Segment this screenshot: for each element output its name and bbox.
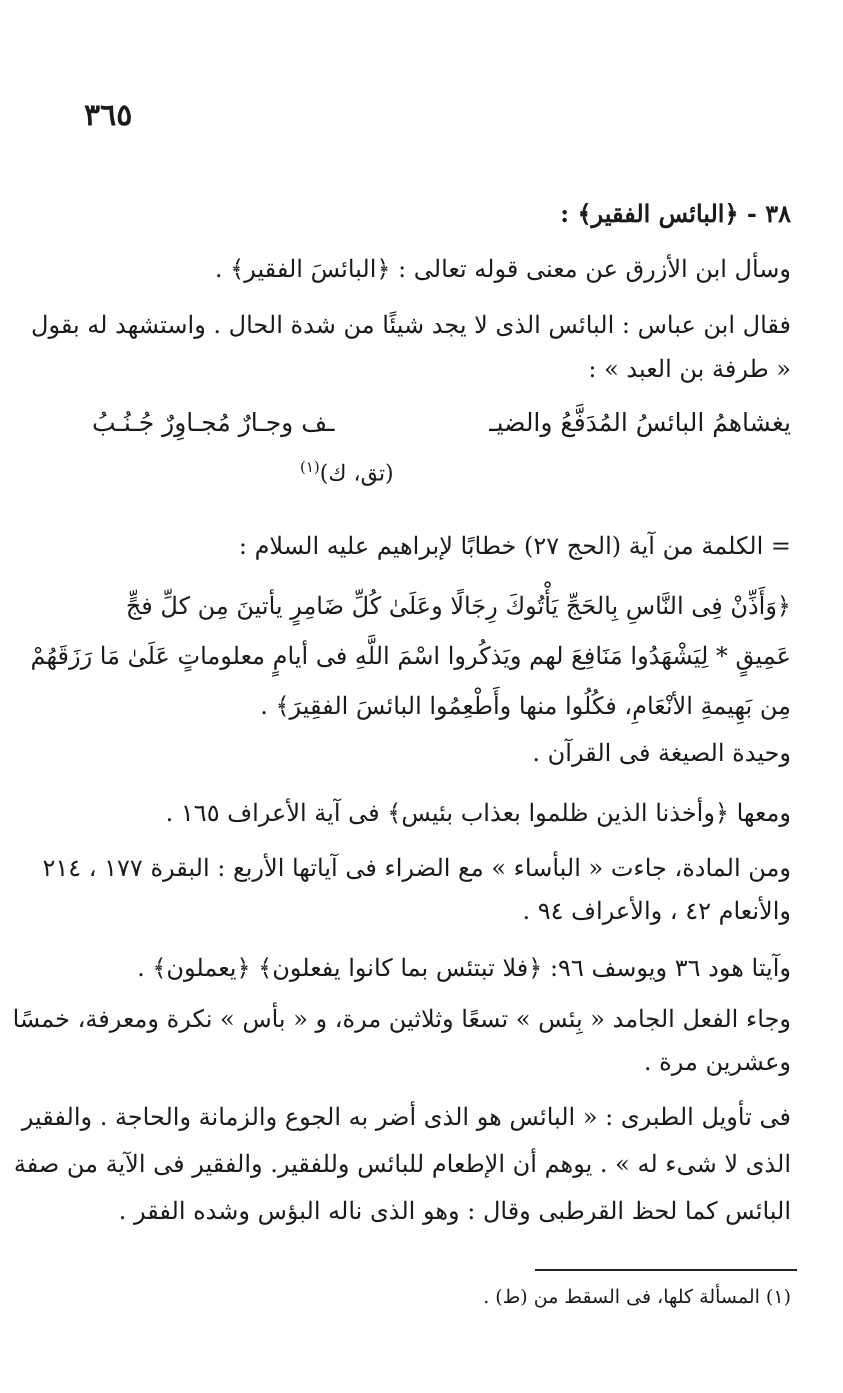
footnote: (١) المسألة كلها، فى السقط من (ط) . (483, 1286, 791, 1308)
footnote-separator (535, 1269, 797, 1271)
poem-hemistich-second: ـف وجـارٌ مُجـاوِرٌ جُـنُـبُ (92, 408, 335, 437)
paragraph-line: البائس كما لحظ القرطبى وقال : وهو الذى ناله البؤس وشده الفقر . (118, 1197, 791, 1225)
section-heading: ٣٨ - ﴿البائس الفقير﴾ : (560, 199, 791, 228)
poem-hemistich-first: يغشاهمُ البائسُ المُدَفَّعُ والضيـ (489, 408, 791, 437)
paragraph-line: وآيتا هود ٣٦ ويوسف ٩٦: ﴿فلا تبتئس بما كانوا يفعلون﴾ ﴿يعملون﴾ . (137, 954, 791, 982)
paragraph-line: وحيدة الصيغة فى القرآن . (532, 739, 791, 767)
page-number: ٣٦٥ (84, 98, 133, 133)
quran-verse-line: عَمِيقٍ * لِيَشْهَدُوا مَنَافِعَ لهم ويَذكُروا اسْمَ اللَّهِ فى أيامٍ معلوماتٍ عَلَىٰ مَا رَزَقَهُمْ (30, 642, 791, 670)
paragraph-line: وجاء الفعل الجامد « بِئس » تسعًا وثلاثين مرة، و « بأس » نكرة ومعرفة، خمسًا (12, 1005, 791, 1033)
paragraph-line: = الكلمة من آية (الحج ٢٧) خطابًا لإبراهيم عليه السلام : (238, 532, 791, 560)
paragraph-line: ومن المادة، جاءت « البأساء » مع الضراء فى آياتها الأربع : البقرة ١٧٧ ، ٢١٤ (42, 854, 791, 882)
paragraph-line: والأنعام ٤٢ ، والأعراف ٩٤ . (522, 897, 791, 925)
paragraph-line: فقال ابن عباس : البائس الذى لا يجد شيئًا من شدة الحال . واستشهد له بقول (31, 311, 791, 339)
paragraph-line: وعشرين مرة . (643, 1048, 791, 1076)
poem-source (300, 458, 394, 486)
quran-verse-line: مِن بَهِيمةِ الأنْعَامِ، فكُلُوا منها وأَطْعِمُوا البائسَ الفقِيرَ﴾ . (260, 692, 791, 720)
paragraph-line: ومعها ﴿وأخذنا الذين ظلموا بعذاب بئيس﴾ فى آية الأعراف ١٦٥ . (165, 799, 791, 827)
paragraph-line: فى تأويل الطبرى : « البائس هو الذى أضر به الجوع والزمانة والحاجة . والفقير (21, 1103, 791, 1131)
paragraph-line: الذى لا شىء له » . يوهم أن الإطعام للبائس وللفقير. والفقير فى الآية من صفة (13, 1150, 791, 1178)
paragraph-line: « طرفة بن العبد » : (588, 355, 791, 383)
poem-source-text: (تق، ك) (319, 461, 394, 487)
paragraph-line: وسأل ابن الأزرق عن معنى قوله تعالى : ﴿البائسَ الفقير﴾ . (214, 255, 791, 283)
footnote-reference: (١) (300, 458, 320, 476)
quran-verse-line: ﴿وَأَذِّنْ فِى النَّاسِ بِالحَجِّ يَأْتُوكَ رِجَالًا وعَلَىٰ كُلِّ ضَامِرٍ يأتينَ مِن كلِّ فجٍّ (125, 592, 791, 620)
